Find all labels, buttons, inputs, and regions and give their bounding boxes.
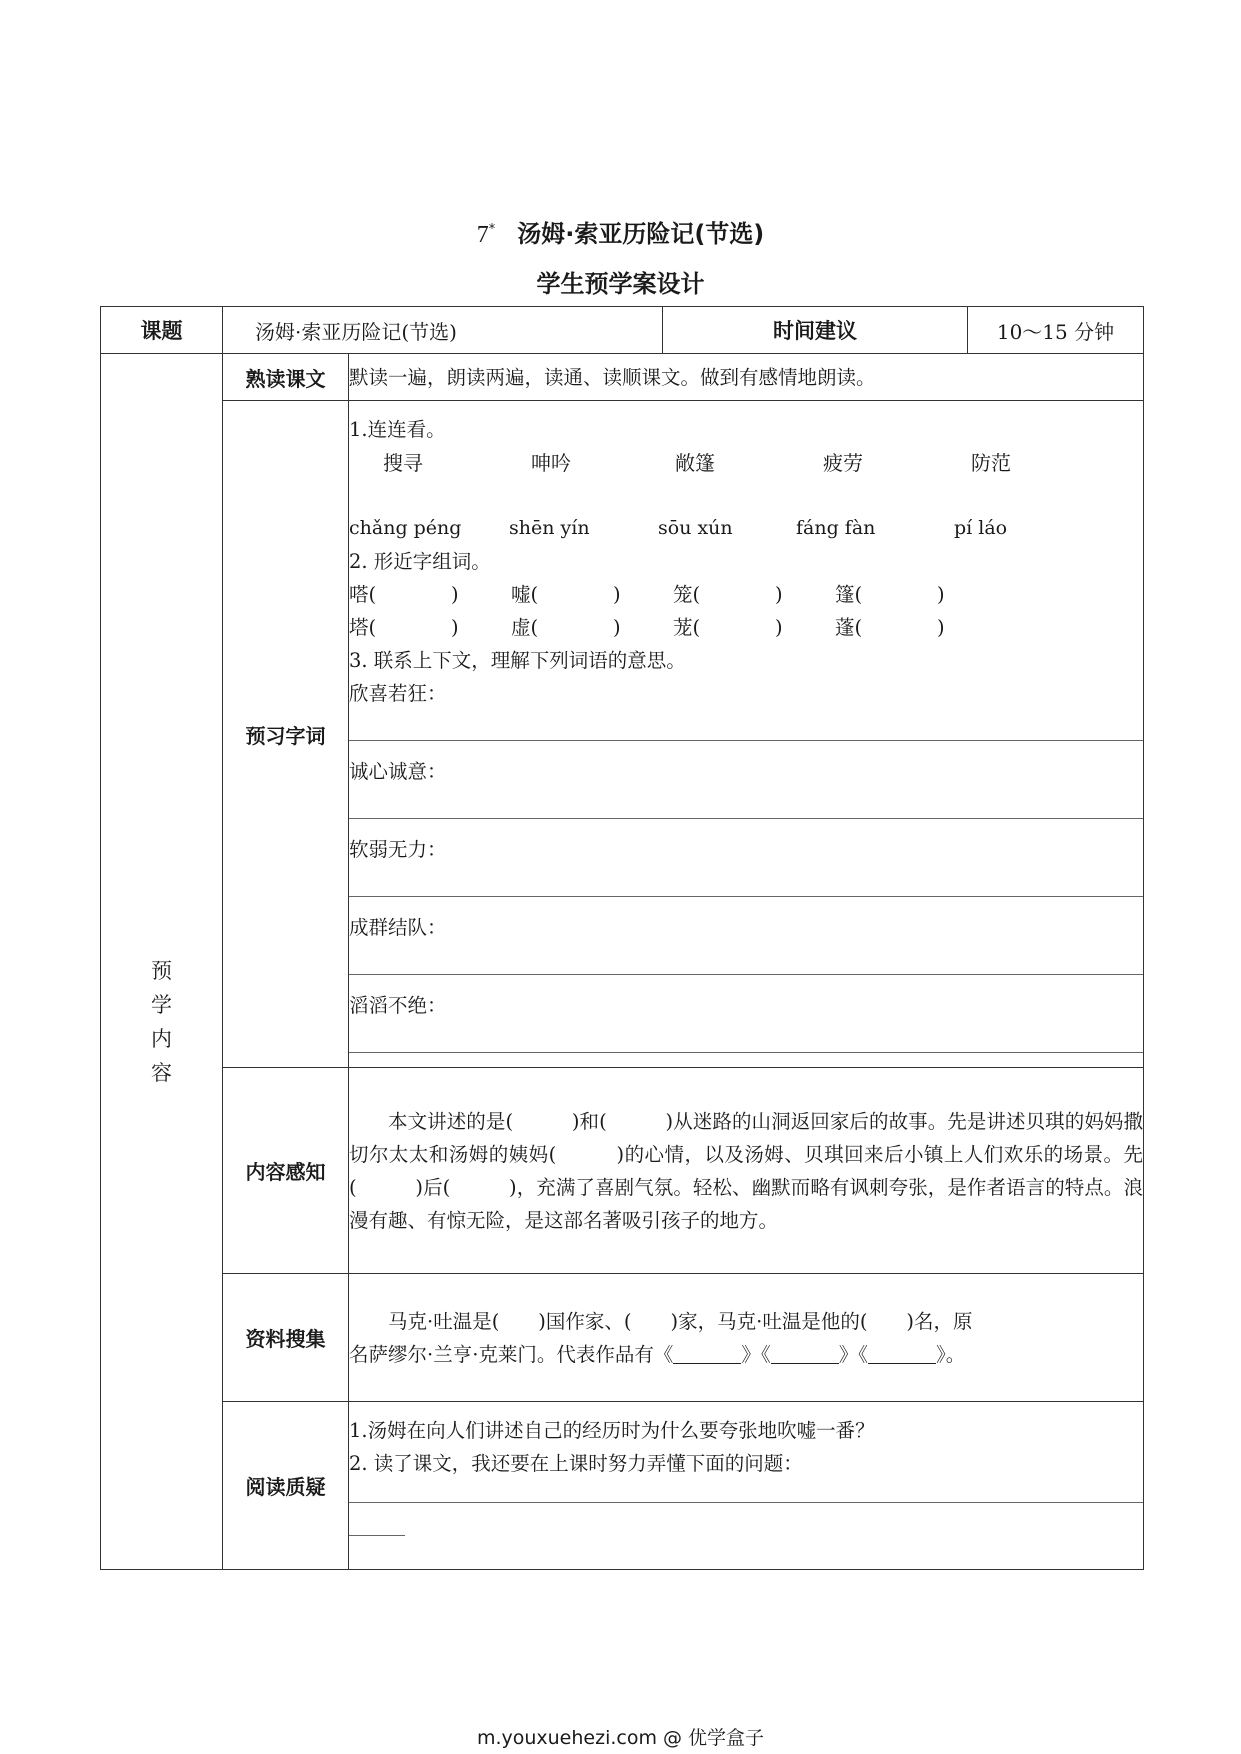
match-word: 搜寻 <box>383 451 423 475</box>
answer-line[interactable] <box>349 866 1143 897</box>
preview-row <box>101 401 1144 1068</box>
perception-text: 本文讲述的是( )和( )从迷路的山洞返回家后的故事。先是讲述贝琪的妈妈撒切尔太太和汤姆的姨妈( )的心情，以及汤姆、贝琪回来后小镇上人们欢乐的场景。先( )后( )，充满了喜剧气氛。轻松、幽默而略有讽刺夸张，是作者语言的特点。浪漫有趣、有惊无险，是这部名著吸引孩子的地方。 <box>349 1109 1143 1232</box>
match-word: 防范 <box>971 451 1011 475</box>
char-close: ) <box>775 616 783 639</box>
info-row <box>101 307 1144 354</box>
char-open: 嗒( <box>349 583 377 606</box>
perception-content <box>349 1068 1144 1274</box>
match-pinyin <box>349 512 1143 545</box>
lesson-star-mark: * <box>488 222 496 237</box>
perception-row <box>101 1068 1144 1274</box>
char-open: 蓬( <box>835 616 863 639</box>
close-quote: 》 <box>935 1342 946 1366</box>
time-value: 10～15 分钟 <box>968 307 1144 354</box>
questions-label: 阅读质疑 <box>223 1402 349 1570</box>
q3-title: 3. 联系上下文，理解下列词语的意思。 <box>349 649 686 672</box>
pinyin-item: pí láo <box>954 517 1008 539</box>
reading-label: 熟读课文 <box>223 354 349 401</box>
char-open: 虚( <box>511 616 539 639</box>
section-char: 容 <box>151 1060 172 1085</box>
reading-row <box>101 354 1144 401</box>
lesson-number: 7 <box>476 222 489 248</box>
similar-chars-row-2 <box>349 611 1143 644</box>
char-close: ) <box>451 583 459 606</box>
research-line-1: 马克·吐温是( )国作家、( )家，马克·吐温是他的( )名，原 <box>388 1309 973 1333</box>
term-label: 诚心诚意： <box>349 760 447 783</box>
similar-chars-row-1 <box>349 578 1143 611</box>
char-close: ) <box>613 583 621 606</box>
preview-label: 预习字词 <box>223 401 349 1068</box>
char-close: ) <box>937 583 945 606</box>
answer-line[interactable] <box>349 944 1143 975</box>
char-close: ) <box>937 616 945 639</box>
research-line-2-prefix: 名萨缪尔·兰亨·克莱门。代表作品有 <box>349 1342 654 1366</box>
section-char: 学 <box>151 992 172 1017</box>
q2-title: 2. 形近字组词。 <box>349 550 491 573</box>
pinyin-item: sōu xún <box>658 517 733 539</box>
char-open: 塔( <box>349 616 377 639</box>
works-blank[interactable] <box>771 1341 839 1364</box>
questions-content <box>349 1402 1144 1570</box>
page-subtitle: 学生预学案设计 <box>536 270 705 298</box>
question-1: 1.汤姆在向人们讲述自己的经历时为什么要夸张地吹嘘一番？ <box>349 1419 875 1442</box>
open-quote: 《 <box>858 1342 868 1366</box>
close-quote: 》 <box>838 1342 859 1366</box>
char-close: ) <box>451 616 459 639</box>
works-blank[interactable] <box>673 1341 741 1364</box>
close-quote: 》 <box>741 1342 761 1366</box>
research-row <box>101 1274 1144 1402</box>
time-label: 时间建议 <box>663 307 968 354</box>
term-label: 成群结队： <box>349 916 447 939</box>
research-label: 资料搜集 <box>223 1274 349 1402</box>
term-label: 滔滔不绝： <box>349 994 447 1017</box>
open-quote: 《 <box>653 1342 674 1366</box>
works-blank[interactable] <box>868 1341 936 1364</box>
term-label: 欣喜若狂： <box>349 682 447 705</box>
q1-title: 1.连连看。 <box>349 418 446 441</box>
char-open: 笼( <box>673 583 701 606</box>
match-word: 敞篷 <box>675 451 715 475</box>
match-word: 疲劳 <box>823 451 863 475</box>
term-label: 软弱无力： <box>349 838 447 861</box>
topic-value: 汤姆·索亚历险记(节选) <box>223 307 663 354</box>
section-label <box>101 834 222 1090</box>
research-content <box>349 1274 1144 1402</box>
pinyin-item: shēn yín <box>509 517 590 539</box>
section-label-cell <box>101 354 223 1570</box>
question-2: 2. 读了课文，我还要在上课时努力弄懂下面的问题： <box>349 1452 803 1475</box>
char-close: ) <box>775 583 783 606</box>
lesson-title-text: 汤姆·索亚历险记(节选) <box>517 220 765 248</box>
research-line-2 <box>349 1338 1143 1371</box>
answer-line[interactable] <box>349 788 1143 819</box>
sentence-end: 。 <box>945 1342 966 1366</box>
section-char: 预 <box>151 958 172 983</box>
perception-label: 内容感知 <box>223 1068 349 1274</box>
answer-line[interactable] <box>349 1022 1143 1053</box>
reading-text: 默读一遍，朗读两遍，读通、读顺课文。做到有感情地朗读。 <box>349 354 1144 401</box>
match-word: 呻吟 <box>531 451 571 475</box>
char-open: 篷( <box>835 583 863 606</box>
questions-row <box>101 1402 1144 1570</box>
preview-content <box>349 401 1144 1068</box>
section-char: 内 <box>151 1026 172 1051</box>
worksheet-table <box>100 306 1144 1570</box>
lesson-title <box>0 214 1241 249</box>
footer-watermark: m.youxuehezi.com @ 优学盒子 <box>476 1727 765 1749</box>
answer-line[interactable] <box>349 710 1143 741</box>
answer-line[interactable] <box>349 1480 1143 1503</box>
match-words <box>349 446 1143 480</box>
char-open: 茏( <box>673 616 701 639</box>
topic-label: 课题 <box>101 307 223 354</box>
answer-line-short[interactable] <box>349 1503 405 1536</box>
open-quote: 《 <box>760 1342 771 1366</box>
char-close: ) <box>613 616 621 639</box>
pinyin-item: fáng fàn <box>796 517 876 539</box>
pinyin-item: chǎng péng <box>349 517 462 539</box>
char-open: 嘘( <box>511 583 539 606</box>
